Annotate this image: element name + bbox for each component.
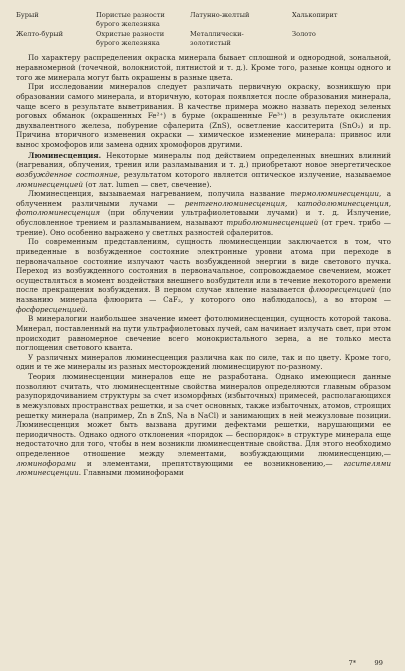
paragraph-luminescence-variation: У различных минералов люминесценция различна как по силе, так и по цвету. Кроме того, один и те же минералы из разных месторождений люминесцируют по-разному. — [16, 352, 391, 372]
paragraph-luminescence-essence: По современным представлениям, сущность люминесценции заключается в том, что приведенные в возбужденное состояние электронные уровни атома при переходе в первоначальное состояние излучают часть возбужденной энергии в виде светового пучка. Переход из возбужденного состояния в первоначальное, сопровождаемое свечением, может осуществляться в момент воздействия внешнего возбудителя или в течение некоторого времени после прекращения возбуждения. В первом случае явление называется флюоресценцией (по названию минерала флюорита — CaF₂, у которого оно наблюдалось), а во втором — фосфоресценцией. — [16, 237, 391, 314]
emphasis: гасителями люминесценции — [16, 458, 391, 478]
table-cell: Металлически-золотистый — [190, 30, 244, 47]
page-number: 99 — [374, 659, 383, 667]
emphasis: термолюминесценции — [290, 189, 380, 199]
paragraph-photoluminescence: В минералогии наибольшее значение имеет фотолюминесценция, сущность которой такова. Минерал, поставленный на пути ультрафиолетовых лучей, сам начинает излучать свет, при этом происходит равномерное свечение всего монокристального зерна, а не только места поглощения светового кванта. — [16, 314, 391, 353]
emphasis: фосфоресценцией — [16, 304, 86, 314]
table-cell: Латунно-желтый — [190, 11, 250, 19]
page-footer — [348, 659, 383, 667]
emphasis: люминесценцией — [16, 179, 84, 189]
paragraph-color-distribution: По характеру распределения окраска минерала бывает сплошной и однородной, зональной, неравномерной (точечной, волокнистой, пятнистой и т. д.). Кроме того, разные концы одного и того же минерала могут быть окрашены в разные цвета. — [16, 53, 391, 82]
table-cell: Халькопирит — [292, 11, 338, 19]
emphasis: триболюминесценцией — [226, 218, 319, 227]
term-luminescence: Люминесценция. — [28, 150, 102, 160]
paragraph-luminescence: Люминесценция. Некоторые минералы под действием определенных внешних влияний (нагревания, облучения, трения или разламывания и т. д.) приобретают новое энергетическое возбужденное состояние, результатом которого является оптическое излучение, называемое люминесценцией (от лат. lumen — свет, свечение). — [16, 150, 392, 189]
table-cell: Бурый — [16, 11, 39, 19]
table-cell: Золото — [292, 30, 316, 39]
printer-signature: 7* — [348, 659, 357, 667]
color-table-continuation — [16, 11, 391, 49]
emphasis: флюоресценцией — [308, 285, 376, 295]
paragraph-primary-secondary-color: При исследовании минералов следует различать первичную окраску, возникшую при образовании самого минерала, и вторичную, которая появляется после образования минерала, чаще всего в результате выветривания. В качестве примера можно назвать переход зеленых роговых обманок (окрашенных Fe²⁺) в бурые (окрашенные Fe³⁺) в результате окисления двухвалентного железа, побурение сфалерита (ZnS), осветление касситерита (SnO₂) и пр. Причина вторичного изменения окраски — химическое изменение минерала: привнос или вынос хромофоров или замена одних хромофоров другими. — [16, 82, 391, 149]
paragraph-luminescence-theory: Теория люминесценции минералов еще не разработана. Однако имеющиеся данные позволяют считать, что люминесцентные свойства минералов определяются главным образом разупорядочиванием структуры за счет изоморфных (избыточных) примесей, располагающихся в межузловых пространствах решетки, и за счет основных, также избыточных, атомов, строящих решетку минерала (например, Zn в ZnS, Na в NaCl) и занимающих в ней межузловые позиции. Люминесценция может быть вызвана другими дефектами решетки, нарушающими ее периодичность. Однако одного отклонения «порядок — беспорядок» в структуре минерала еще недостаточно для того, чтобы в нем возникли люминесцентные свойства. Для этого необходимо определенное отношение между элементами, возбуждающими люминесценцию,— люминофорами и элементами, препятствующими ее возникновению,— гасителями люминесценции. Главными люминофорами — [16, 372, 391, 478]
body-text — [16, 53, 391, 478]
paragraph-luminescence-types: Люминесценция, вызываемая нагреванием, получила название термолюминесценции, а облученнем различными лучами — рентгенолюминесценция, катодолюминесценция, фотолюминесценция (при облучении ультрафиолетовыми лучами) и т. д. Излучение, обусловленное трением и разламыванием, называют триболюминесценцией (от греч. трибо — трение). Оно особенно выражено у светлых разностей сфалеритов. — [16, 189, 391, 237]
table-row — [16, 30, 391, 49]
table-cell: Охристые разности бурого железняка — [96, 30, 165, 47]
table-row — [16, 11, 391, 30]
table-cell: Желто-бурый — [16, 30, 64, 39]
emphasis: рентгенолюминесценция, катодолюминесценция, фотолюминесценция — [16, 198, 391, 218]
emphasis: люминофорами — [16, 458, 76, 468]
emphasis: возбужденное состояние — [16, 169, 118, 179]
table-cell: Пористые разности бурого железняка — [96, 11, 165, 28]
